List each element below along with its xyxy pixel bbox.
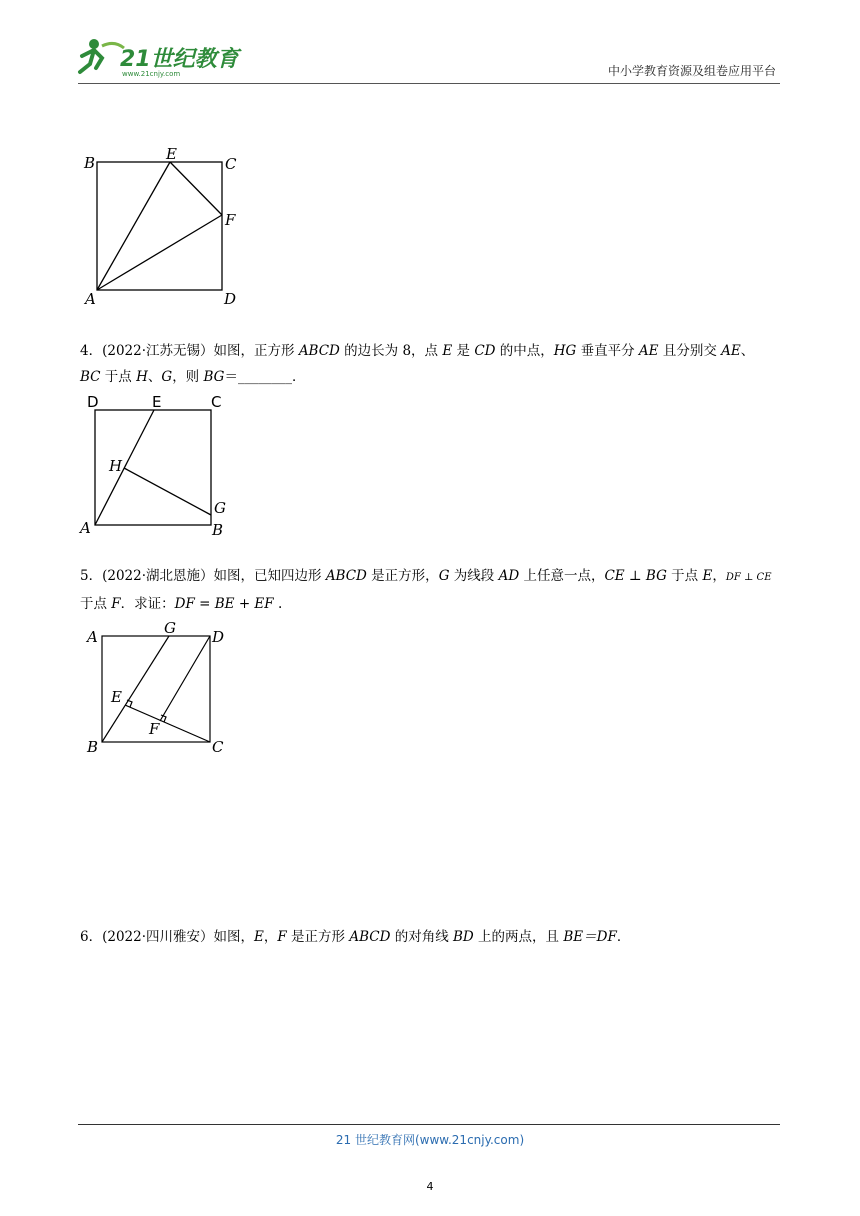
q5-text: 上任意一点，	[519, 568, 605, 584]
figure-q4	[78, 390, 248, 544]
label-a: A	[87, 628, 98, 646]
q4-bg: BG	[203, 369, 225, 385]
q5-g: G	[438, 568, 450, 584]
q6-text: ，	[263, 929, 278, 945]
label-c: C	[225, 155, 237, 173]
label-d: D	[212, 628, 225, 646]
q4-text: ，则	[172, 369, 204, 385]
segment-ef	[170, 162, 222, 215]
label-f: F	[149, 720, 160, 738]
label-e: E	[152, 393, 162, 411]
label-f: F	[225, 211, 236, 229]
q6-f: F	[277, 929, 287, 945]
q5-text: 为线段	[449, 568, 499, 584]
question-4	[80, 338, 780, 390]
q4-ae: AE	[721, 343, 741, 359]
footer-divider	[78, 1124, 780, 1125]
q5-number: 5．	[80, 568, 103, 584]
logo-graphic	[72, 36, 252, 78]
q5-ce: CE	[604, 568, 625, 584]
q5-text: ，	[712, 568, 726, 584]
q4-text: 的中点，	[495, 343, 554, 359]
q4-text: 、	[147, 369, 162, 385]
q4-e: E	[442, 343, 453, 359]
q4-h: H	[136, 369, 148, 385]
logo-text: 21世纪教育	[120, 47, 239, 72]
q4-text: 是	[452, 343, 475, 359]
figure-prev-question	[82, 140, 262, 314]
page-number: 4	[426, 1180, 434, 1193]
label-g: G	[164, 619, 176, 637]
question-5	[80, 563, 780, 617]
q4-abcd: ABCD	[298, 343, 340, 359]
q4-g: G	[161, 369, 173, 385]
label-d: D	[224, 290, 237, 308]
q4-source: (2022·江苏无锡）	[102, 343, 214, 359]
q4-cd: CD	[474, 343, 496, 359]
label-e: E	[111, 688, 122, 706]
label-c: C	[212, 738, 224, 756]
q4-text: 且分别交	[658, 343, 722, 359]
q5-text: 于点	[80, 596, 112, 612]
q5-text: .	[273, 596, 283, 612]
figure-q5	[80, 614, 250, 768]
logo-url: www.21cnjy.com	[122, 70, 181, 78]
q6-text: 的对角线	[390, 929, 454, 945]
q4-number: 4．	[80, 343, 103, 359]
q4-text: 如图，正方形	[213, 343, 299, 359]
label-h: H	[109, 457, 123, 475]
q5-e: E	[702, 568, 713, 584]
q5-abcd: ABCD	[325, 568, 367, 584]
q5-text: 是正方形，	[366, 568, 439, 584]
q4-answer-blank: ＝________．	[224, 369, 306, 385]
logo	[72, 36, 252, 78]
q5-source: (2022·湖北恩施）	[102, 568, 214, 584]
header-platform-text: 中小学教育资源及组卷应用平台	[607, 64, 776, 78]
label-a: A	[85, 290, 96, 308]
q6-abcd: ABCD	[349, 929, 391, 945]
question-6	[80, 924, 780, 950]
segment-hg	[124, 468, 211, 515]
q4-text: 的边长为 8，点	[339, 343, 443, 359]
q5-ad: AD	[498, 568, 520, 584]
q6-number: 6．	[80, 929, 103, 945]
label-a: A	[80, 519, 91, 537]
label-b: B	[84, 154, 96, 172]
q4-hg: HG	[553, 343, 577, 359]
segment-ae	[97, 162, 170, 290]
q6-be-df: BE＝DF	[563, 929, 617, 945]
footer-link[interactable]: 21 世纪教育网(www.21cnjy.com)	[335, 1133, 525, 1147]
q5-text: 于点	[666, 568, 703, 584]
q4-text: 垂直平分	[576, 343, 639, 359]
q5-perp: ⊥	[624, 568, 646, 584]
segment-df	[160, 636, 210, 721]
q6-text: 是正方形	[286, 929, 350, 945]
q6-source: (2022·四川雅安）	[102, 929, 214, 945]
label-b: B	[212, 521, 224, 539]
segment-af	[97, 215, 222, 290]
segment-ce	[125, 705, 210, 742]
label-g: G	[214, 499, 226, 517]
q4-ae: AE	[638, 343, 659, 359]
q4-bc: BC	[80, 369, 101, 385]
q6-text: 上的两点，且	[473, 929, 564, 945]
header-divider	[78, 83, 780, 84]
q5-bg: BG	[645, 568, 667, 584]
q5-text: ．求证：	[120, 596, 175, 612]
label-b: B	[87, 738, 99, 756]
q4-text: 于点	[100, 369, 137, 385]
q6-e: E	[254, 929, 264, 945]
q5-f: F	[111, 596, 121, 612]
q6-text: ．	[616, 929, 631, 945]
q5-equation: DF = BE + EF	[174, 596, 274, 612]
q6-text: 如图，	[213, 929, 255, 945]
q4-text: 、	[740, 343, 755, 359]
label-d: D	[87, 393, 99, 411]
label-c: C	[211, 393, 222, 411]
segment-ae	[95, 410, 154, 525]
q5-df-perp-ce: DF ⊥ CE	[725, 572, 772, 583]
label-e: E	[166, 145, 177, 163]
q6-bd: BD	[453, 929, 474, 945]
q5-text: 如图，已知四边形	[213, 568, 326, 584]
